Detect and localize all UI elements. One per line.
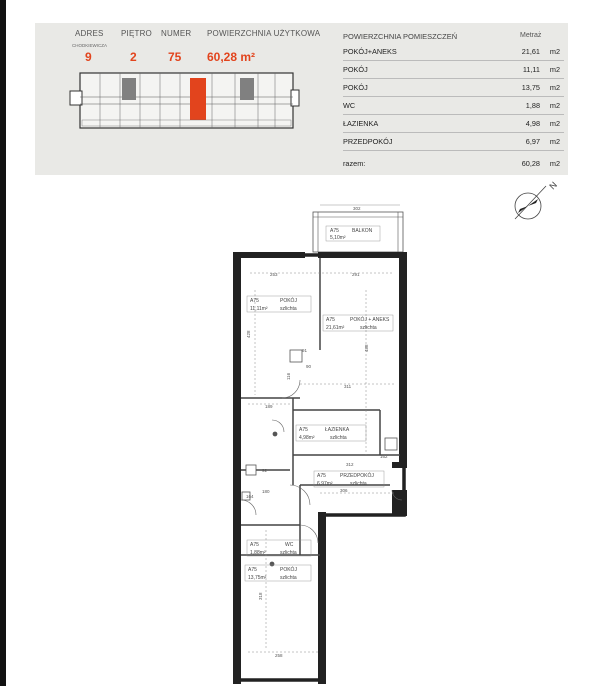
room-area: 4,98 [525,119,540,128]
adres-label: ADRES [75,29,104,38]
numer-value: 75 [168,50,182,64]
dim-label: 180 [262,489,270,494]
room-tag-name: ŁAZIENKA [325,427,350,433]
room-name: WC [343,101,356,110]
room-tag [247,540,311,556]
dim-label: 312 [346,462,354,467]
room-unit: m2 [549,137,560,146]
room-name: PRZEDPOKÓJ [343,137,393,146]
room-tag-name: PRZEDPOKÓJ [340,473,374,479]
room-tag-area: 1,88m² [250,550,266,556]
numer-label: NUMER [161,29,192,38]
dim-label: 258 [275,653,283,658]
dim-label: 162 [380,454,388,459]
rooms-table-area-header: Metraż [520,32,542,39]
balcony-number: A75 [330,228,339,234]
room-name: POKÓJ [343,83,368,92]
room-tag-name: POKÓJ [280,298,297,304]
room-tag-area: 13,75m² [248,575,267,581]
room-area: 21,61 [521,47,540,56]
dim-label: 428 [246,330,251,338]
svg-text:N: N [547,179,560,192]
dimension-labels [246,206,388,658]
dim-label: 92 [262,468,268,473]
room-tag-number: A75 [299,427,308,433]
total-area: 60,28 [521,159,540,168]
rooms-table-title: POWIERZCHNIA POMIESZCZEŃ [343,32,458,41]
room-unit: m2 [549,83,560,92]
adres-value: 9 [85,50,92,64]
dim-label: 318 [258,592,263,600]
room-name: ŁAZIENKA [343,119,379,128]
room-name: POKÓJ+ANEKS [343,47,397,56]
room-unit: m2 [549,119,560,128]
dim-label: 253 [270,272,278,277]
pietro-label: PIĘTRO [121,29,152,38]
dim-label: 291 [352,272,360,277]
room-tag-area: 21,61m² [326,325,345,331]
dim-label: 488 [364,344,369,352]
total-unit: m2 [549,159,560,168]
total-label: razem: [343,159,366,168]
room-unit: m2 [549,101,560,110]
balcony-label [326,226,380,241]
room-tag-name: WC [285,542,294,548]
room-unit: m2 [549,47,560,56]
room-tag-number: A75 [326,317,335,323]
room-area: 6,97 [525,137,540,146]
room-tag-sub: szlichta [280,306,297,312]
room-tag-sub: szlichta [280,575,297,581]
room-tag-number: A75 [250,542,259,548]
room-tag-area: 11,11m² [250,306,268,312]
street-label: CHODKIEWICZA [72,43,108,48]
room-unit: m2 [549,65,560,74]
balcony-area: 5,10m² [330,235,346,241]
room-tag-number: A75 [317,473,326,479]
room-tag-name: POKÓJ + ANEKS [350,317,390,323]
room-name: POKÓJ [343,65,368,74]
room-tag [323,315,393,331]
powierzchnia-label: POWIERZCHNIA UŻYTKOWA [207,29,321,38]
room-tag-sub: szlichta [360,325,377,331]
dim-label: 90 [306,364,312,369]
dim-label: 306 [340,488,348,493]
room-tag [247,296,311,312]
room-area: 13,75 [521,83,540,92]
room-tag [296,425,366,441]
room-area: 1,88 [525,101,540,110]
room-tag-sub: szlichta [350,481,367,487]
dim-label: 116 [286,372,291,380]
dim-label: 311 [344,384,352,389]
north-arrow-icon [515,180,559,219]
dim-label: 164 [246,494,254,499]
room-tag-number: A75 [248,567,257,573]
room-area: 11,11 [522,65,540,74]
dim-label: 302 [353,206,361,211]
pietro-value: 2 [130,50,137,64]
room-tag-area: 4,98m² [299,435,315,441]
powierzchnia-value: 60,28 m² [207,50,256,64]
dim-label: 189 [265,404,273,409]
room-tag-sub: szlichta [330,435,347,441]
room-tag [245,565,311,581]
balcony-name: BALKON [352,228,373,234]
room-tag-name: POKÓJ [280,567,297,573]
room-tag-sub: szlichta [280,550,297,556]
room-tag-area: 6,97m² [317,481,333,487]
dim-label: 91 [302,348,308,353]
room-tag-number: A75 [250,298,259,304]
